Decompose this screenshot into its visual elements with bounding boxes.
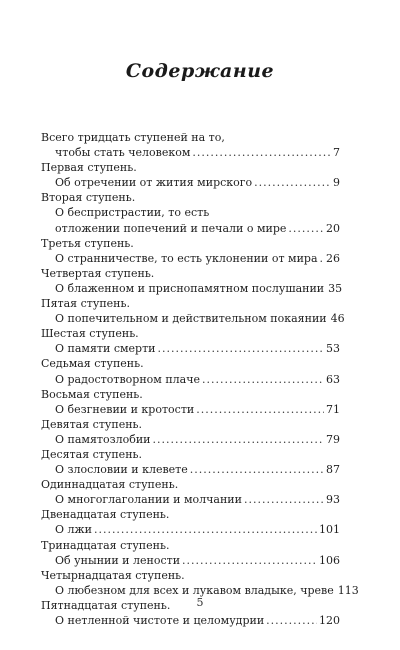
dot-leader [266,613,317,628]
dot-leader [254,175,331,190]
toc-entry[interactable] [41,341,340,356]
dot-leader [158,341,325,356]
toc-heading: Десятая ступень. [41,447,143,461]
toc-entry-title: О злословии и клевете [55,463,188,477]
toc-heading: Тринадцатая ступень. [41,538,170,552]
page-title: Содержание [125,60,275,82]
toc-entry[interactable] [41,432,340,447]
toc-entry-title: отложении попечений и печали о мире [55,221,287,235]
toc-entry-title: О попечительном и действительном покаянии [55,312,327,326]
toc-entry[interactable] [41,613,340,628]
toc-page-number: 20 [326,221,340,235]
dot-leader [94,522,317,537]
toc-page-number: 79 [326,432,340,446]
toc-entry-title: О памятозлобии [55,432,151,446]
toc-heading: Четвертая ступень. [41,266,155,280]
toc-entry[interactable] [41,311,345,326]
toc-entry-title: О нетленной чистоте и целомудрии [55,614,265,627]
toc-entry-title: О памяти смерти [55,342,156,356]
toc-entry-title: О любезном для всех и лукавом владыке, чреве [55,583,334,597]
toc-heading: Восьмая ступень. [41,387,143,401]
toc-heading: Пятнадцатая ступень. [41,598,171,612]
toc-page-number: 53 [326,342,340,356]
toc-page-number: 113 [337,583,359,597]
toc-page-number: 26 [326,251,340,265]
dot-leader [153,432,324,447]
toc-heading: Одиннадцатая ступень. [41,478,179,492]
dot-leader [182,553,317,568]
toc-entry-title: О многоглаголании и молчании [55,493,242,507]
toc-heading: Пятая ступень. [41,297,130,311]
toc-heading: Всего тридцать ступеней на то, [41,131,225,144]
dot-leader [244,492,324,507]
dot-leader [196,402,324,417]
toc-heading: Двенадцатая ступень. [41,508,170,522]
toc-entry[interactable] [41,372,340,387]
toc-entry[interactable] [41,402,340,417]
toc-page-number: 71 [326,402,340,416]
toc-entry-title: О блаженном и приснопамятном послушании [55,281,325,295]
toc-entry-title: чтобы стать человеком [55,146,191,160]
toc-heading: Шестая ступень. [41,327,139,341]
toc-entry[interactable] [41,221,340,236]
toc-page-number: 120 [319,614,340,627]
toc-entry[interactable] [41,522,340,537]
toc-entry-title: О лжи [55,523,92,537]
toc-entry-title: О безгневии и кротости [55,402,195,416]
toc-entry-title: Об унынии и лености [55,553,181,567]
toc-page-number: 9 [333,176,340,190]
toc-entry[interactable] [41,145,340,160]
dot-leader [192,145,331,160]
toc-page-number: 35 [328,281,343,295]
toc-page-number: 93 [326,493,340,507]
toc-page-number: 7 [333,146,340,160]
toc-page-number: 101 [319,523,340,537]
toc-entry[interactable] [41,492,340,507]
toc-heading: Вторая ступень. [41,191,136,205]
toc-entry[interactable] [41,462,340,477]
dot-leader [320,251,324,266]
dot-leader [190,462,324,477]
toc-heading: Первая ступень. [41,161,137,175]
toc-heading: Четырнадцатая ступень. [41,568,185,582]
table-of-contents [41,130,359,628]
dot-leader [288,221,324,236]
dot-leader [202,372,324,387]
toc-entry[interactable] [41,251,340,266]
page-number: 5 [196,596,204,609]
toc-heading: Седьмая ступень. [41,357,144,371]
toc-heading: Девятая ступень. [41,417,143,431]
toc-page-number: 46 [330,312,345,326]
toc-page-number: 106 [319,553,340,567]
toc-entry[interactable] [41,175,340,190]
toc-entry[interactable] [41,281,343,296]
toc-heading: Третья ступень. [41,236,134,250]
toc-entry-title: О радостотворном плаче [55,372,200,386]
toc-page-number: 87 [326,463,340,477]
toc-subline: О беспристрастии, то есть [55,206,210,220]
toc-entry-title: Об отречении от жития мирского [55,176,253,190]
toc-entry-title: О странничестве, то есть уклонении от мира [55,251,318,265]
toc-page-number: 63 [326,372,340,386]
toc-entry[interactable] [41,553,340,568]
